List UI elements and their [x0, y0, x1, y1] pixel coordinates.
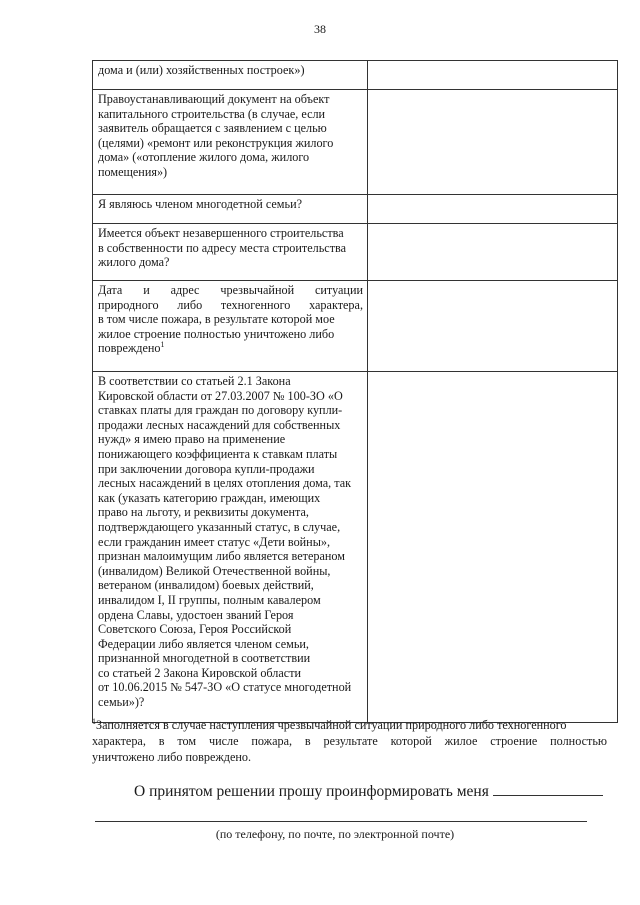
answer-cell[interactable]	[368, 281, 618, 372]
question-text: в собственности по адресу места строительства	[98, 240, 347, 255]
question-text: жилого дома?	[98, 255, 170, 270]
question-text: ставках платы для граждан по договору купли-	[98, 403, 343, 418]
question-text-end: повреждено	[98, 341, 161, 356]
question-text: Дата и адрес чрезвычайной ситуации	[98, 283, 363, 297]
question-text: В соответствии со статьей 2.1 Закона	[98, 374, 291, 388]
question-text: как (указать категорию граждан, имеющих	[98, 490, 321, 505]
footnote-line	[92, 717, 607, 733]
question-text: жилое строение полностью уничтожено либо	[98, 326, 335, 341]
page-number: 38	[314, 22, 326, 36]
answer-cell[interactable]	[368, 195, 618, 224]
question-text: при заключении договора купли-продажи	[98, 461, 315, 476]
question-text: подтверждающего указанный статус, в случае,	[98, 519, 341, 534]
question-text: Я являюсь членом многодетной семьи?	[98, 197, 303, 211]
question-text: Имеется объект незавершенного строительства	[98, 226, 344, 240]
footnote	[92, 717, 607, 765]
table-row	[93, 195, 618, 224]
question-text: (инвалидом) Великой Отечественной войны,	[98, 563, 331, 578]
contact-method-line[interactable]	[95, 821, 587, 822]
question-text: Федерации либо является членом семьи,	[98, 636, 309, 651]
table-row	[93, 281, 618, 372]
question-text: ветераном (инвалидом) боевых действий,	[98, 578, 314, 593]
question-text: право на льготу, и реквизиты документа,	[98, 505, 309, 520]
question-text: дома и (или) хозяйственных построек»)	[98, 63, 305, 77]
question-text: нужд» я имею право на применение	[98, 432, 286, 447]
application-form-table	[92, 60, 618, 723]
question-text: помещения»)	[98, 164, 168, 179]
question-cell	[93, 90, 368, 195]
request-text: О принятом решении прошу проинформировать меня	[134, 783, 489, 800]
question-text: дома» («отопление жилого дома, жилого	[98, 150, 310, 165]
question-cell	[93, 224, 368, 281]
question-cell	[93, 281, 368, 372]
question-text: признанной многодетной в соответствии	[98, 651, 311, 666]
footnote-line: уничтожено либо повреждено.	[92, 750, 252, 764]
question-text: семьи»)?	[98, 695, 145, 710]
table-row	[93, 61, 618, 90]
request-statement	[134, 781, 603, 801]
question-text: продажи лесных насаждений для собственных	[98, 417, 341, 432]
question-text: ордена Славы, удостоен званий Героя	[98, 607, 294, 622]
question-text: Правоустанавливающий документ на объект	[98, 92, 330, 106]
question-text: капитального строительства (в случае, если	[98, 106, 326, 121]
question-cell	[93, 372, 368, 723]
question-text: Кировской области от 27.03.2007 № 100-ЗО «О	[98, 388, 343, 403]
question-text: в том числе пожара, в результате которой мое	[98, 312, 335, 327]
question-cell	[93, 195, 368, 224]
question-cell	[93, 61, 368, 90]
contact-method-caption: (по телефону, по почте, по электронной почте)	[215, 827, 455, 841]
table-row	[93, 224, 618, 281]
answer-cell[interactable]	[368, 224, 618, 281]
question-text: лесных насаждений в целях отопления дома, так	[98, 476, 352, 491]
footnote-text: Заполняется в случае наступления чрезвычайной ситуации природного либо техногенного	[96, 718, 567, 732]
footnote-mark: 1	[160, 340, 165, 350]
table-row	[93, 90, 618, 195]
question-text: признан малоимущим либо является ветераном	[98, 549, 345, 564]
question-text: заявитель обращается с заявлением с целью	[98, 121, 327, 136]
question-text: Советского Союза, Героя Российской	[98, 622, 292, 637]
question-text: инвалидом I, II группы, полным кавалером	[98, 592, 321, 607]
question-text: от 10.06.2015 № 547-ЗО «О статусе многодетной	[98, 680, 352, 695]
question-text: если гражданин имеет статус «Дети войны»,	[98, 534, 331, 549]
footnote-number: 1	[92, 716, 96, 726]
answer-cell[interactable]	[368, 61, 618, 90]
question-text: понижающего коэффициента к ставкам платы	[98, 446, 338, 461]
answer-cell[interactable]	[368, 372, 618, 723]
question-text	[98, 341, 363, 356]
question-text: со статьей 2 Закона Кировской области	[98, 665, 302, 680]
contact-method-field[interactable]	[493, 781, 603, 796]
footnote-line: характера, в том числе пожара, в результате которой жилое строение полностью	[92, 734, 607, 748]
question-text: природного либо техногенного характера,	[98, 297, 363, 312]
table-row	[93, 372, 618, 723]
answer-cell[interactable]	[368, 90, 618, 195]
question-text: (целями) «ремонт или реконструкция жилого	[98, 135, 334, 150]
